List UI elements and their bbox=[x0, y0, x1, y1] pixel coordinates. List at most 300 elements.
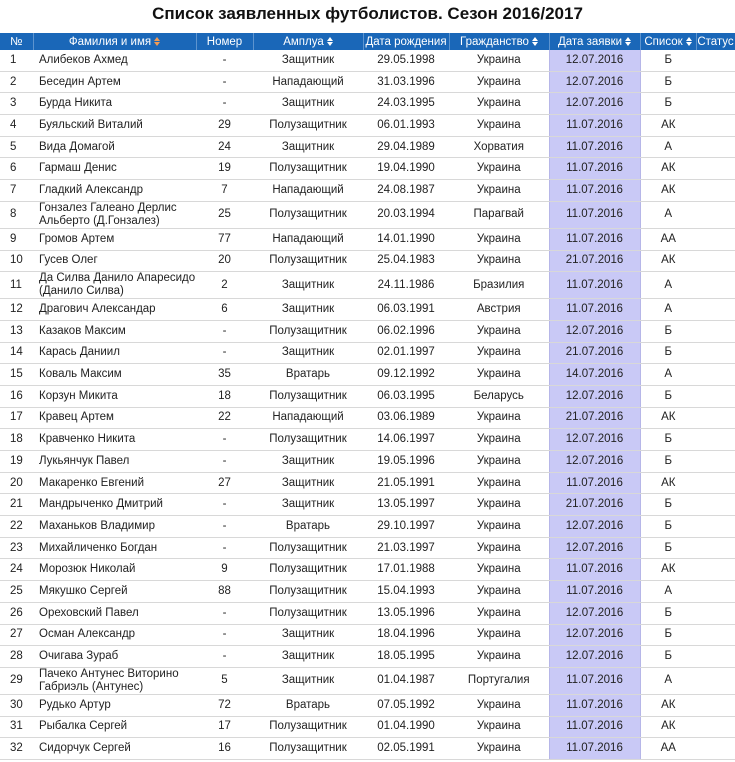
cell-name: Мандрыченко Дмитрий bbox=[33, 494, 196, 516]
players-table bbox=[0, 33, 735, 760]
cell-apply-date: 21.07.2016 bbox=[549, 407, 640, 429]
cell-status bbox=[696, 250, 735, 272]
table-row bbox=[0, 646, 735, 668]
cell-list: Б bbox=[640, 494, 696, 516]
cell-number: 72 bbox=[196, 694, 253, 716]
col-header-apply[interactable]: Дата заявки bbox=[549, 33, 640, 50]
cell-birth: 13.05.1997 bbox=[363, 494, 449, 516]
cell-name: Мякушко Сергей bbox=[33, 581, 196, 603]
sort-icon[interactable] bbox=[327, 37, 333, 46]
table-row bbox=[0, 50, 735, 71]
cell-country: Украина bbox=[449, 180, 549, 202]
cell-num: 17 bbox=[0, 407, 33, 429]
cell-number: 17 bbox=[196, 716, 253, 738]
cell-name: Осман Александр bbox=[33, 624, 196, 646]
cell-list: Б bbox=[640, 93, 696, 115]
cell-birth: 01.04.1987 bbox=[363, 667, 449, 694]
cell-num: 14 bbox=[0, 342, 33, 364]
cell-role: Защитник bbox=[253, 50, 363, 71]
cell-number: 16 bbox=[196, 738, 253, 760]
cell-list: А bbox=[640, 272, 696, 299]
cell-num: 10 bbox=[0, 250, 33, 272]
cell-status bbox=[696, 93, 735, 115]
cell-num: 26 bbox=[0, 602, 33, 624]
cell-number: - bbox=[196, 602, 253, 624]
cell-name: Вида Домагой bbox=[33, 136, 196, 158]
cell-name: Михайличенко Богдан bbox=[33, 537, 196, 559]
cell-birth: 17.01.1988 bbox=[363, 559, 449, 581]
cell-birth: 06.03.1991 bbox=[363, 299, 449, 321]
cell-status bbox=[696, 537, 735, 559]
cell-name: Драгович Александар bbox=[33, 299, 196, 321]
table-row bbox=[0, 299, 735, 321]
cell-num: 8 bbox=[0, 201, 33, 228]
cell-number: - bbox=[196, 516, 253, 538]
cell-country: Украина bbox=[449, 429, 549, 451]
cell-apply-date: 12.07.2016 bbox=[549, 451, 640, 473]
cell-apply-date: 11.07.2016 bbox=[549, 201, 640, 228]
cell-role: Вратарь bbox=[253, 516, 363, 538]
cell-birth: 02.01.1997 bbox=[363, 342, 449, 364]
cell-country: Украина bbox=[449, 602, 549, 624]
cell-list: Б bbox=[640, 429, 696, 451]
cell-birth: 15.04.1993 bbox=[363, 581, 449, 603]
cell-apply-date: 12.07.2016 bbox=[549, 385, 640, 407]
cell-status bbox=[696, 407, 735, 429]
cell-apply-date: 11.07.2016 bbox=[549, 472, 640, 494]
cell-status bbox=[696, 158, 735, 180]
cell-role: Полузащитник bbox=[253, 250, 363, 272]
cell-apply-date: 12.07.2016 bbox=[549, 429, 640, 451]
cell-num: 23 bbox=[0, 537, 33, 559]
cell-number: - bbox=[196, 50, 253, 71]
cell-num: 16 bbox=[0, 385, 33, 407]
cell-list: АК bbox=[640, 407, 696, 429]
cell-name: Громов Артем bbox=[33, 228, 196, 250]
cell-num: 18 bbox=[0, 429, 33, 451]
cell-num: 2 bbox=[0, 71, 33, 93]
cell-role: Вратарь bbox=[253, 364, 363, 386]
cell-number: - bbox=[196, 451, 253, 473]
table-row bbox=[0, 136, 735, 158]
cell-name: Гусев Олег bbox=[33, 250, 196, 272]
cell-name: Беседин Артем bbox=[33, 71, 196, 93]
cell-country: Украина bbox=[449, 250, 549, 272]
cell-status bbox=[696, 71, 735, 93]
cell-role: Защитник bbox=[253, 472, 363, 494]
cell-name: Буяльский Виталий bbox=[33, 115, 196, 137]
cell-birth: 07.05.1992 bbox=[363, 694, 449, 716]
cell-name: Алибеков Ахмед bbox=[33, 50, 196, 71]
cell-status bbox=[696, 738, 735, 760]
cell-num: 21 bbox=[0, 494, 33, 516]
cell-list: АА bbox=[640, 738, 696, 760]
cell-birth: 03.06.1989 bbox=[363, 407, 449, 429]
sort-icon[interactable] bbox=[686, 37, 692, 46]
table-row bbox=[0, 472, 735, 494]
table-row bbox=[0, 180, 735, 202]
table-row bbox=[0, 320, 735, 342]
cell-country: Украина bbox=[449, 228, 549, 250]
cell-number: 22 bbox=[196, 407, 253, 429]
cell-number: - bbox=[196, 320, 253, 342]
cell-num: 28 bbox=[0, 646, 33, 668]
cell-list: Б bbox=[640, 342, 696, 364]
table-row bbox=[0, 694, 735, 716]
sort-icon[interactable] bbox=[154, 37, 160, 46]
cell-num: 13 bbox=[0, 320, 33, 342]
cell-list: Б bbox=[640, 320, 696, 342]
cell-role: Полузащитник bbox=[253, 537, 363, 559]
cell-status bbox=[696, 494, 735, 516]
cell-name: Гонзалез Галеано Дерлис Альберто (Д.Гонзалез) bbox=[33, 201, 196, 228]
cell-name: Сидорчук Сергей bbox=[33, 738, 196, 760]
cell-list: Б bbox=[640, 646, 696, 668]
col-header-name[interactable]: Фамилия и имя bbox=[33, 33, 196, 50]
cell-list: А bbox=[640, 667, 696, 694]
col-header-status: Статус bbox=[696, 33, 735, 50]
table-row bbox=[0, 602, 735, 624]
cell-role: Защитник bbox=[253, 451, 363, 473]
cell-country: Австрия bbox=[449, 299, 549, 321]
cell-num: 12 bbox=[0, 299, 33, 321]
cell-name: Рыбалка Сергей bbox=[33, 716, 196, 738]
cell-list: АК bbox=[640, 716, 696, 738]
table-row bbox=[0, 537, 735, 559]
cell-number: 6 bbox=[196, 299, 253, 321]
cell-num: 32 bbox=[0, 738, 33, 760]
cell-status bbox=[696, 581, 735, 603]
table-row bbox=[0, 364, 735, 386]
cell-apply-date: 11.07.2016 bbox=[549, 136, 640, 158]
cell-list: Б bbox=[640, 602, 696, 624]
cell-status bbox=[696, 429, 735, 451]
cell-list: Б bbox=[640, 50, 696, 71]
cell-apply-date: 11.07.2016 bbox=[549, 158, 640, 180]
cell-name: Морозюк Николай bbox=[33, 559, 196, 581]
cell-status bbox=[696, 472, 735, 494]
cell-birth: 01.04.1990 bbox=[363, 716, 449, 738]
cell-status bbox=[696, 646, 735, 668]
sort-icon[interactable] bbox=[625, 37, 631, 46]
cell-num: 31 bbox=[0, 716, 33, 738]
cell-apply-date: 12.07.2016 bbox=[549, 624, 640, 646]
cell-name: Пачеко Антунес Виторино Габриэль (Антунес) bbox=[33, 667, 196, 694]
cell-number: 5 bbox=[196, 667, 253, 694]
cell-country: Украина bbox=[449, 115, 549, 137]
table-row bbox=[0, 667, 735, 694]
cell-list: Б bbox=[640, 385, 696, 407]
cell-list: АК bbox=[640, 559, 696, 581]
cell-status bbox=[696, 516, 735, 538]
cell-birth: 09.12.1992 bbox=[363, 364, 449, 386]
cell-number: 88 bbox=[196, 581, 253, 603]
cell-list: Б bbox=[640, 516, 696, 538]
cell-apply-date: 12.07.2016 bbox=[549, 516, 640, 538]
cell-role: Нападающий bbox=[253, 71, 363, 93]
cell-status bbox=[696, 624, 735, 646]
table-row bbox=[0, 250, 735, 272]
cell-country: Украина bbox=[449, 559, 549, 581]
cell-num: 30 bbox=[0, 694, 33, 716]
table-row bbox=[0, 494, 735, 516]
cell-number: - bbox=[196, 646, 253, 668]
table-header-row bbox=[0, 33, 735, 50]
cell-list: АА bbox=[640, 228, 696, 250]
cell-name: Бурда Никита bbox=[33, 93, 196, 115]
cell-role: Полузащитник bbox=[253, 716, 363, 738]
cell-list: А bbox=[640, 364, 696, 386]
cell-role: Защитник bbox=[253, 494, 363, 516]
cell-role: Полузащитник bbox=[253, 115, 363, 137]
cell-name: Лукьянчук Павел bbox=[33, 451, 196, 473]
cell-birth: 14.01.1990 bbox=[363, 228, 449, 250]
table-row bbox=[0, 451, 735, 473]
cell-country: Украина bbox=[449, 516, 549, 538]
cell-apply-date: 12.07.2016 bbox=[549, 646, 640, 668]
cell-status bbox=[696, 320, 735, 342]
cell-num: 29 bbox=[0, 667, 33, 694]
cell-name: Да Силва Данило Апаресидо (Данило Силва) bbox=[33, 272, 196, 299]
cell-number: 27 bbox=[196, 472, 253, 494]
cell-status bbox=[696, 136, 735, 158]
cell-role: Полузащитник bbox=[253, 602, 363, 624]
sort-icon[interactable] bbox=[532, 37, 538, 46]
cell-num: 4 bbox=[0, 115, 33, 137]
cell-birth: 29.10.1997 bbox=[363, 516, 449, 538]
cell-number: 24 bbox=[196, 136, 253, 158]
table-row bbox=[0, 71, 735, 93]
cell-list: А bbox=[640, 581, 696, 603]
cell-apply-date: 11.07.2016 bbox=[549, 559, 640, 581]
cell-list: Б bbox=[640, 451, 696, 473]
cell-country: Хорватия bbox=[449, 136, 549, 158]
cell-birth: 06.01.1993 bbox=[363, 115, 449, 137]
cell-status bbox=[696, 694, 735, 716]
table-row bbox=[0, 385, 735, 407]
cell-num: 25 bbox=[0, 581, 33, 603]
cell-role: Полузащитник bbox=[253, 738, 363, 760]
cell-list: АК bbox=[640, 250, 696, 272]
cell-birth: 06.03.1995 bbox=[363, 385, 449, 407]
cell-num: 15 bbox=[0, 364, 33, 386]
table-row bbox=[0, 716, 735, 738]
cell-birth: 20.03.1994 bbox=[363, 201, 449, 228]
cell-status bbox=[696, 667, 735, 694]
cell-role: Полузащитник bbox=[253, 320, 363, 342]
cell-role: Защитник bbox=[253, 136, 363, 158]
cell-birth: 13.05.1996 bbox=[363, 602, 449, 624]
cell-country: Украина bbox=[449, 364, 549, 386]
cell-role: Нападающий bbox=[253, 180, 363, 202]
cell-birth: 06.02.1996 bbox=[363, 320, 449, 342]
table-row bbox=[0, 559, 735, 581]
cell-birth: 25.04.1983 bbox=[363, 250, 449, 272]
col-header-role[interactable]: Амплуа bbox=[253, 33, 363, 50]
cell-apply-date: 14.07.2016 bbox=[549, 364, 640, 386]
cell-birth: 21.03.1997 bbox=[363, 537, 449, 559]
cell-apply-date: 12.07.2016 bbox=[549, 320, 640, 342]
col-header-country[interactable]: Гражданство bbox=[449, 33, 549, 50]
cell-status bbox=[696, 50, 735, 71]
cell-status bbox=[696, 299, 735, 321]
cell-num: 22 bbox=[0, 516, 33, 538]
table-row bbox=[0, 581, 735, 603]
cell-apply-date: 21.07.2016 bbox=[549, 494, 640, 516]
cell-apply-date: 11.07.2016 bbox=[549, 228, 640, 250]
cell-country: Парагвай bbox=[449, 201, 549, 228]
cell-country: Украина bbox=[449, 646, 549, 668]
table-row bbox=[0, 201, 735, 228]
cell-number: 9 bbox=[196, 559, 253, 581]
cell-number: - bbox=[196, 624, 253, 646]
cell-apply-date: 11.07.2016 bbox=[549, 694, 640, 716]
cell-country: Украина bbox=[449, 451, 549, 473]
table-row bbox=[0, 158, 735, 180]
cell-country: Португалия bbox=[449, 667, 549, 694]
cell-name: Кравченко Никита bbox=[33, 429, 196, 451]
cell-number: 18 bbox=[196, 385, 253, 407]
cell-role: Защитник bbox=[253, 272, 363, 299]
cell-num: 1 bbox=[0, 50, 33, 71]
table-row bbox=[0, 738, 735, 760]
table-row bbox=[0, 93, 735, 115]
cell-list: А bbox=[640, 201, 696, 228]
cell-birth: 18.05.1995 bbox=[363, 646, 449, 668]
cell-apply-date: 12.07.2016 bbox=[549, 71, 640, 93]
table-row bbox=[0, 429, 735, 451]
cell-number: 29 bbox=[196, 115, 253, 137]
cell-birth: 31.03.1996 bbox=[363, 71, 449, 93]
cell-status bbox=[696, 602, 735, 624]
cell-apply-date: 12.07.2016 bbox=[549, 50, 640, 71]
cell-name: Коваль Максим bbox=[33, 364, 196, 386]
cell-list: АК bbox=[640, 158, 696, 180]
cell-apply-date: 11.07.2016 bbox=[549, 115, 640, 137]
cell-number: - bbox=[196, 71, 253, 93]
cell-number: 20 bbox=[196, 250, 253, 272]
table-row bbox=[0, 342, 735, 364]
cell-country: Украина bbox=[449, 624, 549, 646]
cell-num: 27 bbox=[0, 624, 33, 646]
cell-country: Бразилия bbox=[449, 272, 549, 299]
cell-num: 3 bbox=[0, 93, 33, 115]
cell-role: Полузащитник bbox=[253, 385, 363, 407]
cell-list: А bbox=[640, 136, 696, 158]
col-header-list[interactable]: Список bbox=[640, 33, 696, 50]
cell-country: Украина bbox=[449, 50, 549, 71]
cell-number: - bbox=[196, 93, 253, 115]
cell-country: Украина bbox=[449, 158, 549, 180]
cell-apply-date: 11.07.2016 bbox=[549, 180, 640, 202]
cell-country: Украина bbox=[449, 738, 549, 760]
cell-country: Украина bbox=[449, 93, 549, 115]
cell-number: 77 bbox=[196, 228, 253, 250]
cell-role: Защитник bbox=[253, 299, 363, 321]
cell-number: 7 bbox=[196, 180, 253, 202]
cell-num: 11 bbox=[0, 272, 33, 299]
cell-country: Украина bbox=[449, 472, 549, 494]
page-title: Список заявленных футболистов. Сезон 2016/2017 bbox=[152, 4, 583, 23]
col-header-num: № bbox=[0, 33, 33, 50]
cell-status bbox=[696, 451, 735, 473]
cell-role: Полузащитник bbox=[253, 581, 363, 603]
cell-apply-date: 11.07.2016 bbox=[549, 716, 640, 738]
cell-name: Очигава Зураб bbox=[33, 646, 196, 668]
cell-country: Украина bbox=[449, 407, 549, 429]
cell-birth: 19.05.1996 bbox=[363, 451, 449, 473]
cell-status bbox=[696, 342, 735, 364]
cell-status bbox=[696, 228, 735, 250]
cell-list: АК bbox=[640, 694, 696, 716]
cell-list: АК bbox=[640, 115, 696, 137]
cell-status bbox=[696, 385, 735, 407]
cell-status bbox=[696, 115, 735, 137]
cell-number: 19 bbox=[196, 158, 253, 180]
cell-num: 7 bbox=[0, 180, 33, 202]
cell-status bbox=[696, 272, 735, 299]
cell-number: - bbox=[196, 494, 253, 516]
cell-apply-date: 12.07.2016 bbox=[549, 93, 640, 115]
cell-country: Украина bbox=[449, 537, 549, 559]
cell-status bbox=[696, 364, 735, 386]
cell-country: Украина bbox=[449, 494, 549, 516]
cell-name: Корзун Микита bbox=[33, 385, 196, 407]
cell-apply-date: 12.07.2016 bbox=[549, 537, 640, 559]
cell-status bbox=[696, 180, 735, 202]
cell-role: Защитник bbox=[253, 342, 363, 364]
cell-apply-date: 11.07.2016 bbox=[549, 299, 640, 321]
cell-apply-date: 21.07.2016 bbox=[549, 342, 640, 364]
cell-role: Вратарь bbox=[253, 694, 363, 716]
cell-num: 9 bbox=[0, 228, 33, 250]
cell-status bbox=[696, 201, 735, 228]
cell-birth: 24.08.1987 bbox=[363, 180, 449, 202]
cell-country: Украина bbox=[449, 320, 549, 342]
cell-role: Нападающий bbox=[253, 407, 363, 429]
cell-role: Полузащитник bbox=[253, 158, 363, 180]
table-row bbox=[0, 624, 735, 646]
cell-birth: 14.06.1997 bbox=[363, 429, 449, 451]
table-row bbox=[0, 228, 735, 250]
cell-name: Рудько Артур bbox=[33, 694, 196, 716]
cell-country: Украина bbox=[449, 581, 549, 603]
cell-list: Б bbox=[640, 537, 696, 559]
cell-birth: 29.04.1989 bbox=[363, 136, 449, 158]
cell-birth: 24.03.1995 bbox=[363, 93, 449, 115]
cell-list: АК bbox=[640, 180, 696, 202]
cell-name: Казаков Максим bbox=[33, 320, 196, 342]
cell-apply-date: 11.07.2016 bbox=[549, 581, 640, 603]
cell-role: Полузащитник bbox=[253, 201, 363, 228]
cell-country: Украина bbox=[449, 716, 549, 738]
cell-list: Б bbox=[640, 624, 696, 646]
cell-list: А bbox=[640, 299, 696, 321]
cell-name: Макаренко Евгений bbox=[33, 472, 196, 494]
cell-num: 19 bbox=[0, 451, 33, 473]
cell-apply-date: 21.07.2016 bbox=[549, 250, 640, 272]
table-row bbox=[0, 272, 735, 299]
cell-name: Гладкий Александр bbox=[33, 180, 196, 202]
cell-number: - bbox=[196, 342, 253, 364]
cell-role: Защитник bbox=[253, 646, 363, 668]
cell-status bbox=[696, 559, 735, 581]
cell-country: Украина bbox=[449, 71, 549, 93]
cell-status bbox=[696, 716, 735, 738]
table-row bbox=[0, 516, 735, 538]
cell-country: Беларусь bbox=[449, 385, 549, 407]
col-header-number: Номер bbox=[196, 33, 253, 50]
